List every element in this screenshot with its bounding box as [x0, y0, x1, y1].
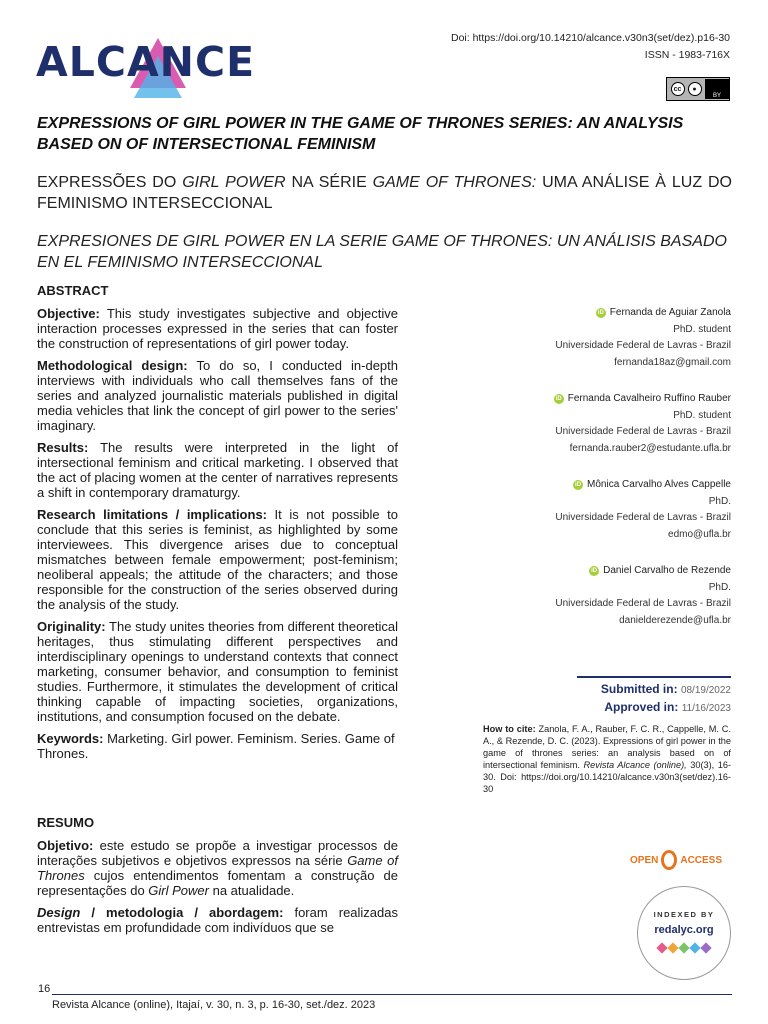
issn: ISSN - 1983-716X	[644, 49, 730, 61]
open-label: OPEN	[630, 854, 659, 866]
open-access-badge	[630, 844, 730, 876]
abstract-results: Results: The results were interpreted in the light of intersectional feminism and critical marketing. I observed that the act of placing women at the center of narratives represents a shift in contemporary dramaturgy.	[37, 440, 398, 500]
abstract-heading: ABSTRACT	[37, 283, 109, 298]
resumo-section	[37, 815, 398, 942]
author-email[interactable]: danielderezende@ufla.br	[619, 614, 731, 626]
approved-label: Approved in:	[604, 700, 679, 714]
cc-icon: cc	[671, 82, 685, 96]
resumo-design: Design / metodologia / abordagem: foram realizadas entrevistas em profundidade com indivíduos que se	[37, 905, 398, 935]
indexed-by-label: INDEXED BY	[653, 910, 715, 919]
diamond-icon	[667, 942, 678, 953]
redalyc-icons	[638, 944, 730, 952]
dates-divider	[577, 676, 731, 678]
doi-link[interactable]: Doi: https://doi.org/10.14210/alcance.v30n3(set/dez).p16-30	[450, 32, 730, 44]
title-portuguese: EXPRESSÕES DO GIRL POWER NA SÉRIE GAME OF THRONES: UMA ANÁLISE À LUZ DO FEMINISMO INTERSECCIONAL	[37, 174, 732, 212]
author-entry	[431, 562, 731, 629]
logo-text: ALCANCE	[36, 38, 256, 86]
diamond-icon	[689, 942, 700, 953]
redalyc-indexed-badge[interactable]	[637, 886, 731, 980]
footer-divider	[52, 994, 732, 995]
orcid-icon[interactable]: iD	[554, 394, 564, 404]
diamond-icon	[700, 942, 711, 953]
submitted-label: Submitted in:	[600, 682, 678, 696]
journal-logo	[36, 30, 256, 102]
orcid-icon[interactable]: iD	[589, 566, 599, 576]
author-entry	[431, 304, 731, 371]
resumo-heading: RESUMO	[37, 815, 95, 830]
author-email[interactable]: fernanda18az@gmail.com	[614, 356, 731, 368]
page-number: 16	[38, 983, 51, 995]
author-entry	[431, 476, 731, 543]
author-email[interactable]: fernanda.rauber2@estudante.ufla.br	[569, 442, 731, 454]
authors-list	[431, 304, 731, 648]
abstract-method: Methodological design: To do so, I conducted in-depth interviews with individuals who call themselves fans of the series and analyzed journalistic materials published in digital media vehicles that link the concept of girl power to the series' imaginary.	[37, 358, 398, 433]
doi-block	[451, 30, 730, 64]
author-role: PhD. student	[673, 323, 731, 335]
orcid-icon[interactable]: iD	[596, 308, 606, 318]
author-affiliation: Universidade Federal de Lavras - Brazil	[555, 340, 731, 351]
abstract-keywords: Keywords: Marketing. Girl power. Feminism. Series. Game of Thrones.	[37, 731, 395, 761]
author-name: Daniel Carvalho de Rezende	[603, 565, 731, 576]
author-name: Mônica Carvalho Alves Cappelle	[587, 479, 731, 490]
orcid-icon[interactable]: iD	[573, 480, 583, 490]
abstract-originality: Originality: The study unites theories from different theoretical heritages, thus stimulating different perspectives and interdisciplinary openings to understand contexts that connect marketing, consumer behavior, and consumption to feminist studies. Furthermore, it stimulates the development of critical thinking capable of impacting societies, organizations, institutions, and consumption focused on the debate.	[37, 619, 398, 724]
submitted-date: 08/19/2022	[680, 685, 731, 696]
author-role: PhD.	[708, 581, 731, 593]
redalyc-label: redalyc.org	[654, 924, 714, 936]
abstract-objective: Objective: This study investigates subjective and objective interaction processes expressed in the series that can foster the construction of representations of girl power today.	[37, 306, 398, 351]
by-label: BY	[705, 79, 729, 99]
author-role: PhD. student	[673, 409, 731, 421]
access-label: ACCESS	[680, 854, 723, 866]
author-role: PhD.	[708, 495, 731, 507]
diamond-icon	[656, 942, 667, 953]
diamond-icon	[678, 942, 689, 953]
author-email[interactable]: edmo@ufla.br	[668, 528, 731, 540]
author-name: Fernanda de Aguiar Zanola	[609, 307, 731, 318]
open-lock-icon	[661, 850, 677, 870]
footer-citation: Revista Alcance (online), Itajaí, v. 30, n. 3, p. 16-30, set./dez. 2023	[52, 999, 376, 1011]
person-icon: ●	[688, 82, 702, 96]
author-entry	[431, 390, 731, 457]
submission-dates	[601, 681, 731, 717]
title-spanish: EXPRESIONES DE GIRL POWER EN LA SERIE GAME OF THRONES: UN ANÁLISIS BASADO EN EL FEMINISMO INTERSECCIONAL	[37, 233, 727, 271]
abstract-limitations: Research limitations / implications: It is not possible to conclude that this series is feminist, as highlighted by some interviewees. This divergence arises due to conceptual mismatches between female empowerment; post-feminism; neoliberal appeals; the attitude of the characters; and those responsible for the construction of the series observed during the analysis of the study.	[37, 507, 398, 612]
resumo-objetivo: Objetivo: este estudo se propõe a investigar processos de interações subjetivos e objetivos expressos na série Game of Thrones cujos entendimentos fomentam a construção de representações do Girl Power na atualidade.	[37, 838, 398, 898]
approved-date: 11/16/2023	[681, 703, 731, 714]
abstract-section	[37, 283, 398, 768]
cc-license-badge[interactable]	[666, 77, 730, 101]
how-to-cite: How to cite: Zanola, F. A., Rauber, F. C. R., Cappelle, M. C. A., & Rezende, D. C. (2023). Expressions of girl power in the game of thrones series: an analysis based on of intersectional feminism. Revista Alcance (online), 30(3), 16-30. Doi: https://doi.org/10.14210/alcance.v30n3(set/dez).16-30	[483, 724, 732, 794]
author-name: Fernanda Cavalheiro Ruffino Rauber	[567, 393, 731, 404]
author-affiliation: Universidade Federal de Lavras - Brazil	[555, 426, 731, 437]
author-affiliation: Universidade Federal de Lavras - Brazil	[555, 598, 731, 609]
title-english: EXPRESSIONS OF GIRL POWER IN THE GAME OF THRONES SERIES: AN ANALYSIS BASED ON OF INTERSECTIONAL FEMINISM	[37, 115, 684, 153]
author-affiliation: Universidade Federal de Lavras - Brazil	[555, 512, 731, 523]
